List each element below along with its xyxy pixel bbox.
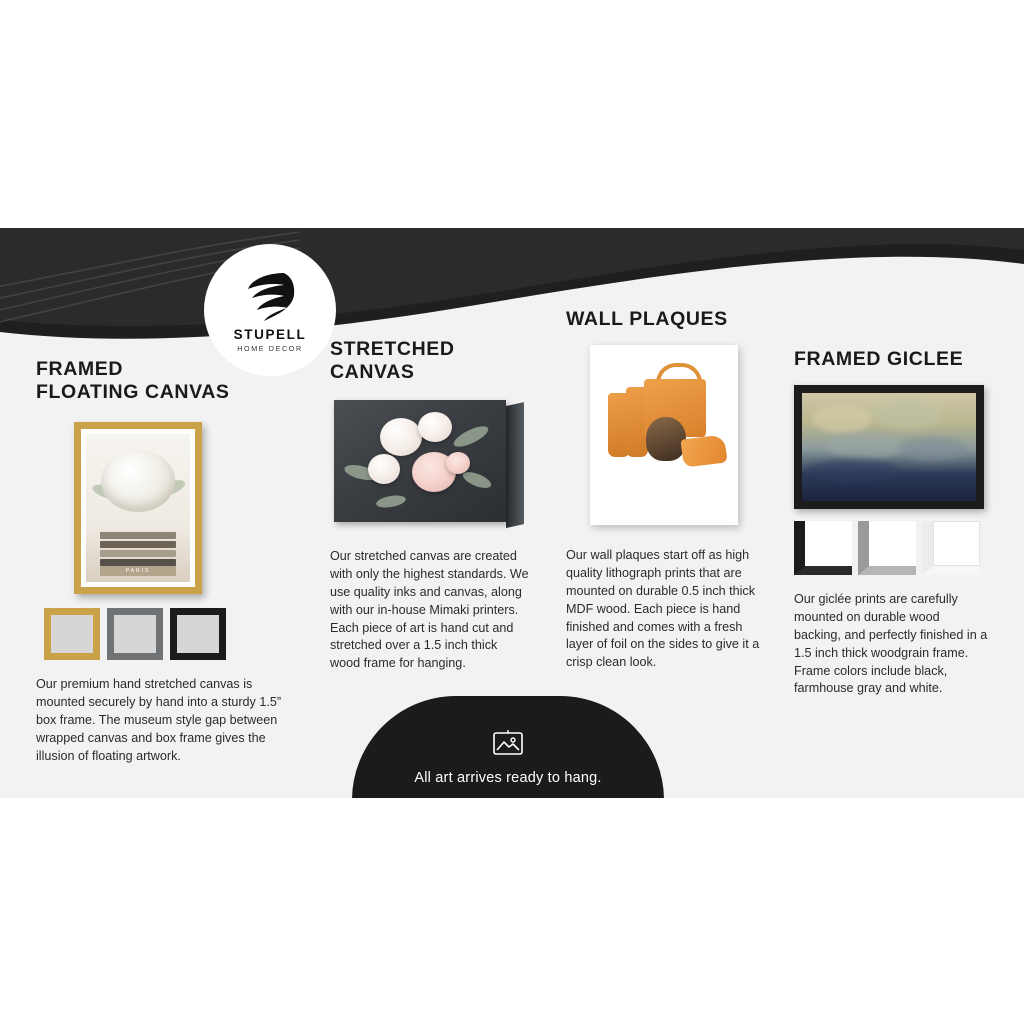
- infographic-panel: [0, 228, 1024, 798]
- ready-to-hang-text: All art arrives ready to hang.: [414, 770, 602, 786]
- framed-floating-canvas-artwork: [74, 422, 202, 594]
- section-title-stretched-canvas: STRETCHED CANVAS: [330, 338, 455, 383]
- frame-color-swatches: [44, 608, 296, 660]
- stupell-s-logo-icon: [240, 267, 300, 323]
- swatch-gold: [44, 608, 100, 660]
- section-body-framed-giclee: Our giclée prints are carefully mounted on durable wood backing, and perfectly finished in a 1.5 inch thick woodgrain frame. Frame colors include black, farmhouse gray and white.: [794, 592, 988, 696]
- frame-chip-white: [922, 521, 980, 575]
- giclee-frame-color-chips: [794, 521, 990, 575]
- section-stretched-canvas: [330, 338, 530, 673]
- canvas-side-edge: [506, 402, 524, 528]
- ready-to-hang-banner: [352, 696, 664, 798]
- wall-plaque-artwork: [590, 345, 738, 525]
- section-title-wall-plaques: WALL PLAQUES: [566, 308, 728, 330]
- brand-name: STUPELL: [233, 327, 307, 342]
- scarf: [680, 434, 727, 467]
- section-body-wall-plaques: Our wall plaques start off as high quality lithograph prints that are mounted on durable 0.5 inch thick MDF wood. Each piece is hand finished and comes with a fresh layer of foil on the sides to give it a crisp clean look.: [566, 548, 760, 670]
- frame-chip-black: [794, 521, 852, 575]
- section-body-framed-floating-canvas: Our premium hand stretched canvas is mounted securely by hand into a sturdy 1.5” box frame. The museum style gap between wrapped canvas and box frame gives the illusion of floating artwork.: [36, 677, 282, 763]
- stretched-canvas-artwork: [334, 400, 524, 530]
- framed-picture-icon: [491, 729, 525, 762]
- artwork-caption: PARIS: [100, 566, 176, 576]
- dog: [646, 417, 686, 461]
- section-title-framed-floating-canvas: FRAMED FLOATING CANVAS: [36, 358, 230, 403]
- brand-tagline: HOME DECOR: [237, 344, 303, 353]
- framed-giclee-artwork: [794, 385, 984, 509]
- section-wall-plaques: [566, 308, 762, 672]
- section-title-framed-giclee: FRAMED GICLEE: [794, 348, 964, 370]
- section-framed-floating-canvas: [36, 358, 296, 765]
- section-body-stretched-canvas: Our stretched canvas are created with only the highest standards. We use quality inks and canvas, along with our in-house Mimaki printers. Each piece of art is hand cut and stretched over a 1.5 inch thick wood frame for hanging.: [330, 549, 529, 671]
- section-framed-giclee: [794, 348, 990, 698]
- brand-logo: [204, 244, 336, 376]
- frame-chip-gray: [858, 521, 916, 575]
- canvas-face: [334, 400, 506, 522]
- gold-box-frame: [74, 422, 202, 594]
- swatch-black: [170, 608, 226, 660]
- swatch-gray: [107, 608, 163, 660]
